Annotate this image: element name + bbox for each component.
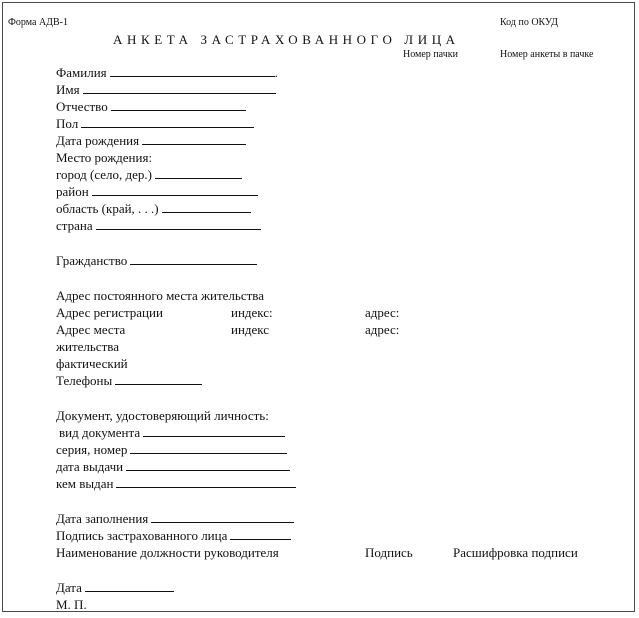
- surname-dot: .: [274, 65, 278, 80]
- signature-decoding-label: Расшифровка подписи: [453, 545, 578, 560]
- citizenship-row: [56, 252, 257, 269]
- insured-person-form: [2, 2, 635, 612]
- sex-label: Пол: [56, 116, 79, 131]
- patronymic-blank[interactable]: [111, 98, 246, 111]
- form-title: АНКЕТА ЗАСТРАХОВАННОГО ЛИЦА: [113, 32, 460, 47]
- permanent-address-heading: Адрес постоянного места жительства: [56, 288, 265, 303]
- surname-label: Фамилия: [56, 65, 107, 80]
- series-number-blank[interactable]: [130, 441, 287, 454]
- region-label: область (край, . . .): [56, 201, 159, 216]
- series-number-row: [56, 441, 287, 458]
- sex-row: [56, 115, 254, 132]
- insured-signature-row: [56, 527, 291, 544]
- city-label: город (село, дер.): [56, 167, 152, 182]
- insured-signature-label: Подпись застрахованного лица: [56, 528, 228, 543]
- district-row: [56, 183, 258, 200]
- doc-type-label: вид документа: [59, 425, 141, 440]
- id-document-heading: Документ, удостоверяющий личность:: [56, 408, 269, 423]
- actual-address-label-3: фактический: [56, 356, 128, 371]
- phones-blank[interactable]: [115, 372, 202, 385]
- issue-date-row: [56, 458, 290, 475]
- registration-address-label: Адрес регистрации: [56, 305, 163, 320]
- date-blank[interactable]: [85, 579, 174, 592]
- phones-label: Телефоны: [56, 373, 113, 388]
- surname-blank[interactable]: [110, 64, 275, 77]
- issued-by-row: [56, 475, 296, 492]
- surname-row: [56, 64, 278, 81]
- form-code: Форма АДВ-1: [8, 17, 68, 28]
- doc-type-blank[interactable]: [143, 424, 285, 437]
- doc-type-row: [56, 424, 285, 441]
- region-row: [56, 200, 251, 217]
- stamp-label: М. П.: [56, 597, 87, 612]
- pack-number-label: Номер пачки: [403, 49, 458, 60]
- birth-date-blank[interactable]: [142, 132, 246, 145]
- issued-by-label: кем выдан: [56, 476, 114, 491]
- signature-label: Подпись: [365, 545, 413, 560]
- region-blank[interactable]: [162, 200, 251, 213]
- city-blank[interactable]: [155, 166, 242, 179]
- date-row: [56, 579, 174, 596]
- district-label: район: [56, 184, 89, 199]
- country-row: [56, 217, 261, 234]
- date-label: Дата: [56, 580, 82, 595]
- registration-index-label: индекс:: [231, 305, 273, 320]
- insured-signature-blank[interactable]: [230, 527, 291, 540]
- citizenship-blank[interactable]: [130, 252, 257, 265]
- actual-address-label-1: Адрес места: [56, 322, 126, 337]
- fill-date-blank[interactable]: [151, 510, 294, 523]
- phones-row: [56, 372, 202, 389]
- birth-place-label: Место рождения:: [56, 150, 153, 165]
- registration-address-field-label: адрес:: [365, 305, 400, 320]
- country-blank[interactable]: [96, 217, 261, 230]
- name-blank[interactable]: [83, 81, 276, 94]
- sex-blank[interactable]: [81, 115, 254, 128]
- issue-date-label: дата выдачи: [56, 459, 124, 474]
- series-number-label: серия, номер: [56, 442, 128, 457]
- issue-date-blank[interactable]: [126, 458, 290, 471]
- patronymic-row: [56, 98, 246, 115]
- actual-index-label: индекс: [231, 322, 270, 337]
- birth-date-row: [56, 132, 246, 149]
- okud-code-label: Код по ОКУД: [500, 17, 558, 28]
- head-position-label: Наименование должности руководителя: [56, 545, 279, 560]
- city-row: [56, 166, 242, 183]
- birth-date-label: Дата рождения: [56, 133, 140, 148]
- name-row: [56, 81, 276, 98]
- actual-address-label-2: жительства: [56, 339, 119, 354]
- patronymic-label: Отчество: [56, 99, 108, 114]
- citizenship-label: Гражданство: [56, 253, 128, 268]
- name-label: Имя: [56, 82, 80, 97]
- fill-date-row: [56, 510, 294, 527]
- issued-by-blank[interactable]: [116, 475, 296, 488]
- district-blank[interactable]: [92, 183, 258, 196]
- form-number-label: Номер анкеты в пачке: [500, 49, 594, 60]
- actual-address-field-label: адрес:: [365, 322, 400, 337]
- country-label: страна: [56, 218, 93, 233]
- fill-date-label: Дата заполнения: [56, 511, 149, 526]
